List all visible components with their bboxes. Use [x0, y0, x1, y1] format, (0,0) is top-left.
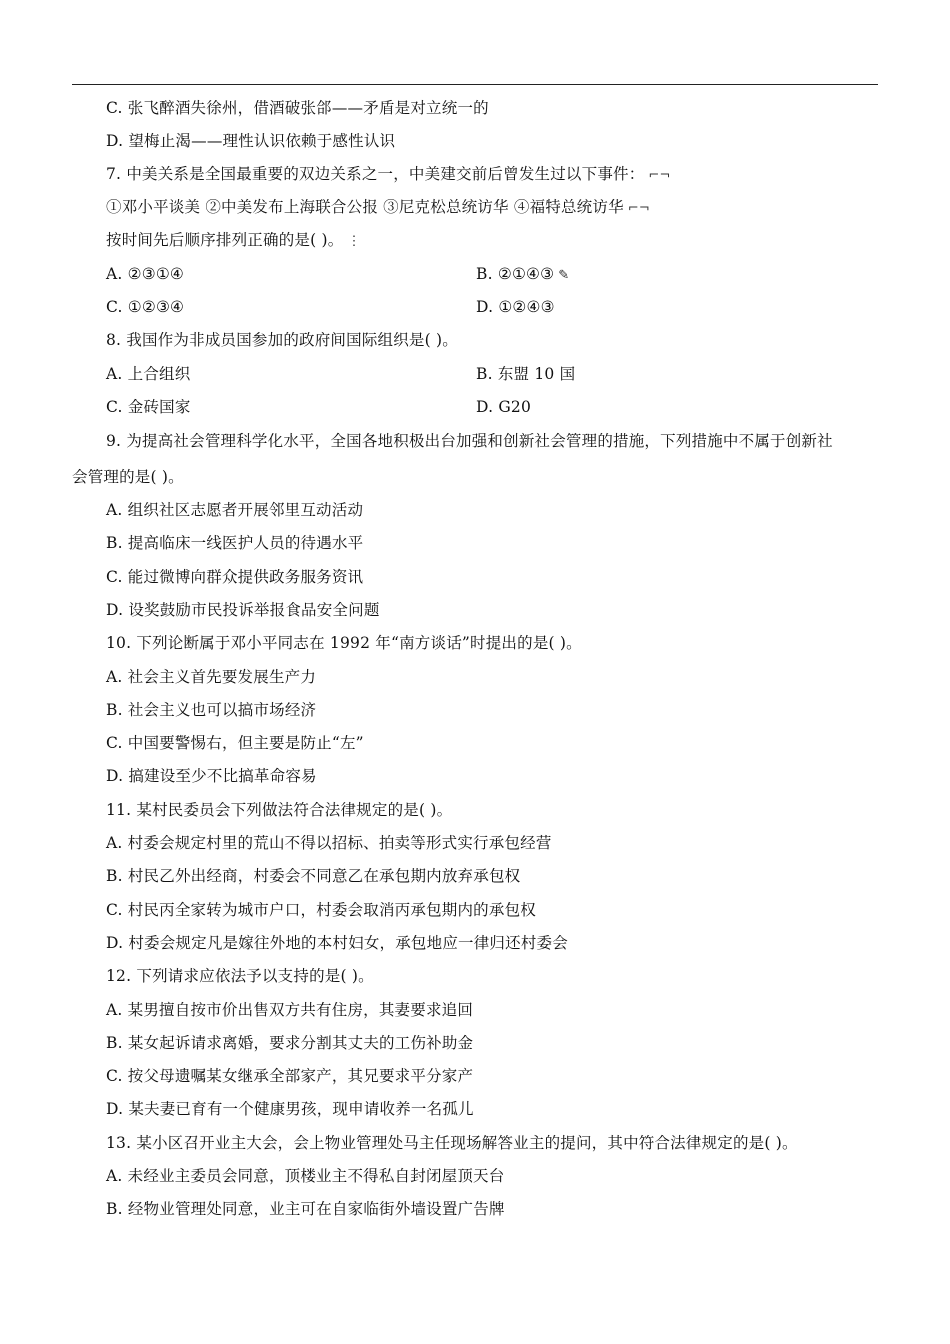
option-line: B. 村民乙外出经商，村委会不同意乙在承包期内放弃承包权 — [106, 867, 521, 885]
question-9-stem-cont: 会管理的是( )。 — [72, 468, 184, 486]
option-line: C. 按父母遗嘱某女继承全部家产，其兄要求平分家产 — [106, 1067, 474, 1085]
scan-mark-icon: ⌐¬ — [627, 201, 650, 216]
question-7-stem — [106, 164, 671, 186]
scan-mark-icon: ⋮ — [347, 234, 361, 249]
option-line: D. ①②④③ — [476, 298, 555, 316]
option-line — [476, 264, 569, 286]
question-8-stem: 8. 我国作为非成员国参加的政府间国际组织是( )。 — [106, 331, 458, 349]
scan-mark-icon: ✎ — [558, 268, 570, 283]
question-10-stem: 10. 下列论断属于邓小平同志在 1992 年“南方谈话”时提出的是( )。 — [106, 634, 582, 652]
option-line: A. 组织社区志愿者开展邻里互动活动 — [106, 501, 364, 519]
option-line: A. 村委会规定村里的荒山不得以招标、拍卖等形式实行承包经营 — [106, 834, 552, 852]
option-line: C. 能过微博向群众提供政务服务资讯 — [106, 568, 364, 586]
option-line: D. G20 — [476, 398, 532, 416]
option-text: B. ②①④③ — [476, 265, 555, 283]
option-line: C. 中国要警惕右，但主要是防止“左” — [106, 734, 364, 752]
scan-mark-icon: ⌐¬ — [648, 168, 671, 183]
option-line: D. 村委会规定凡是嫁往外地的本村妇女，承包地应一律归还村委会 — [106, 934, 568, 952]
question-11-stem: 11. 某村民委员会下列做法符合法律规定的是( )。 — [106, 801, 453, 819]
question-text: 按时间先后顺序排列正确的是( )。 — [106, 231, 344, 249]
question-7-events — [106, 197, 650, 219]
option-line: D. 望梅止渴——理性认识依赖于感性认识 — [106, 132, 396, 150]
option-line: D. 搞建设至少不比搞革命容易 — [106, 767, 317, 785]
header-rule — [72, 84, 878, 85]
option-line: B. 提高临床一线医护人员的待遇水平 — [106, 534, 364, 552]
option-line: B. 社会主义也可以搞市场经济 — [106, 701, 317, 719]
question-9-stem: 9. 为提高社会管理科学化水平，全国各地积极出台加强和创新社会管理的措施，下列措施中不属于创新社 — [106, 432, 833, 450]
question-13-stem: 13. 某小区召开业主大会，会上物业管理处马主任现场解答业主的提问，其中符合法律规定的是( )。 — [106, 1134, 798, 1152]
option-line: C. 张飞醉酒失徐州，借酒破张郃——矛盾是对立统一的 — [106, 99, 489, 117]
option-line: B. 东盟 10 国 — [476, 365, 576, 383]
option-line: A. 上合组织 — [106, 365, 191, 383]
question-text: ①邓小平谈美 ②中美发布上海联合公报 ③尼克松总统访华 ④福特总统访华 — [106, 198, 624, 216]
option-line: D. 设奖鼓励市民投诉举报食品安全问题 — [106, 601, 380, 619]
option-line: A. ②③①④ — [106, 265, 185, 283]
option-line: A. 某男擅自按市价出售双方共有住房，其妻要求追回 — [106, 1001, 474, 1019]
question-7-prompt — [106, 230, 361, 252]
option-line: D. 某夫妻已育有一个健康男孩，现申请收养一名孤儿 — [106, 1100, 474, 1118]
option-line: A. 未经业主委员会同意，顶楼业主不得私自封闭屋顶天台 — [106, 1167, 505, 1185]
option-line: C. 村民丙全家转为城市户口，村委会取消丙承包期内的承包权 — [106, 901, 536, 919]
option-line: C. 金砖国家 — [106, 398, 191, 416]
question-12-stem: 12. 下列请求应依法予以支持的是( )。 — [106, 967, 374, 985]
question-text: 7. 中美关系是全国最重要的双边关系之一，中美建交前后曾发生过以下事件： — [106, 165, 645, 183]
option-line: B. 经物业管理处同意，业主可在自家临街外墙设置广告牌 — [106, 1200, 505, 1218]
option-line: B. 某女起诉请求离婚，要求分割其丈夫的工伤补助金 — [106, 1034, 474, 1052]
option-line: C. ①②③④ — [106, 298, 185, 316]
option-line: A. 社会主义首先要发展生产力 — [106, 668, 317, 686]
